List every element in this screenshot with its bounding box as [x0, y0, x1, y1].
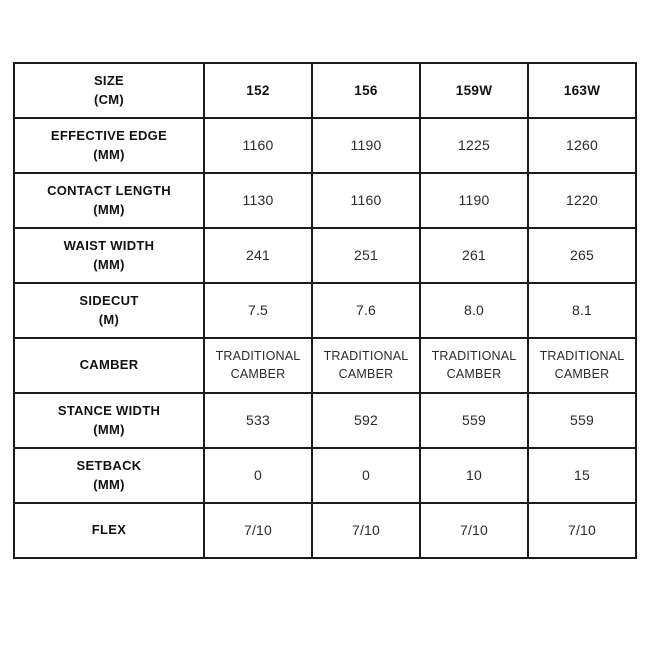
cell-value: 7/10 — [528, 503, 636, 558]
row-label-text: CAMBER — [79, 357, 139, 373]
cell-value: 261 — [420, 228, 528, 283]
header-size-label — [14, 63, 204, 118]
cell-value: 1225 — [420, 118, 528, 173]
header-row — [14, 63, 636, 118]
cell-value: 241 — [204, 228, 312, 283]
row-label-flex — [14, 503, 204, 558]
column-header-152: 152 — [204, 63, 312, 118]
cell-value: 533 — [204, 393, 312, 448]
row-label-unit: (MM) — [93, 146, 125, 162]
header-size-unit: (CM) — [93, 91, 125, 107]
cell-value: 1160 — [204, 118, 312, 173]
table-row-camber — [14, 338, 636, 393]
row-label-text: SETBACK — [76, 457, 142, 473]
cell-value: 7/10 — [204, 503, 312, 558]
table-row-stance-width — [14, 393, 636, 448]
spec-table-container — [13, 62, 637, 559]
column-header-159w: 159W — [420, 63, 528, 118]
row-label-contact-length — [14, 173, 204, 228]
row-label-stance-width — [14, 393, 204, 448]
cell-value: 251 — [312, 228, 420, 283]
row-label-camber — [14, 338, 204, 393]
cell-value: TRADITIONAL CAMBER — [528, 338, 636, 393]
row-label-text: CONTACT LENGTH — [47, 182, 171, 198]
row-label-text: SIDECUT — [79, 292, 139, 308]
header-size-text: SIZE — [93, 72, 125, 88]
row-label-waist-width — [14, 228, 204, 283]
cell-value: 559 — [420, 393, 528, 448]
cell-value: 559 — [528, 393, 636, 448]
cell-value: 592 — [312, 393, 420, 448]
cell-value: 265 — [528, 228, 636, 283]
cell-value: TRADITIONAL CAMBER — [204, 338, 312, 393]
table-row-sidecut — [14, 283, 636, 338]
row-label-text: EFFECTIVE EDGE — [50, 127, 168, 143]
table-row-flex — [14, 503, 636, 558]
cell-value: 10 — [420, 448, 528, 503]
table-row-effective-edge — [14, 118, 636, 173]
table-row-setback — [14, 448, 636, 503]
row-label-text: WAIST WIDTH — [63, 237, 155, 253]
cell-value: 1220 — [528, 173, 636, 228]
row-label-unit: (MM) — [93, 421, 125, 437]
cell-value: TRADITIONAL CAMBER — [312, 338, 420, 393]
row-label-unit: (M) — [98, 311, 120, 327]
row-label-setback — [14, 448, 204, 503]
row-label-text: FLEX — [91, 522, 127, 538]
row-label-unit: (MM) — [93, 476, 125, 492]
cell-value: 7/10 — [420, 503, 528, 558]
table-row-contact-length — [14, 173, 636, 228]
cell-value: 1130 — [204, 173, 312, 228]
cell-value: 1190 — [420, 173, 528, 228]
cell-value: 1160 — [312, 173, 420, 228]
column-header-156: 156 — [312, 63, 420, 118]
row-label-text: STANCE WIDTH — [57, 402, 161, 418]
cell-value: 1190 — [312, 118, 420, 173]
cell-value: 7.6 — [312, 283, 420, 338]
table-row-waist-width — [14, 228, 636, 283]
row-label-unit: (MM) — [93, 256, 125, 272]
snowboard-spec-table — [13, 62, 637, 559]
row-label-sidecut — [14, 283, 204, 338]
cell-value: 1260 — [528, 118, 636, 173]
cell-value: 0 — [204, 448, 312, 503]
row-label-unit: (MM) — [93, 201, 125, 217]
cell-value: 8.1 — [528, 283, 636, 338]
cell-value: 7/10 — [312, 503, 420, 558]
cell-value: 0 — [312, 448, 420, 503]
cell-value: TRADITIONAL CAMBER — [420, 338, 528, 393]
row-label-effective-edge — [14, 118, 204, 173]
cell-value: 8.0 — [420, 283, 528, 338]
cell-value: 7.5 — [204, 283, 312, 338]
cell-value: 15 — [528, 448, 636, 503]
column-header-163w: 163W — [528, 63, 636, 118]
